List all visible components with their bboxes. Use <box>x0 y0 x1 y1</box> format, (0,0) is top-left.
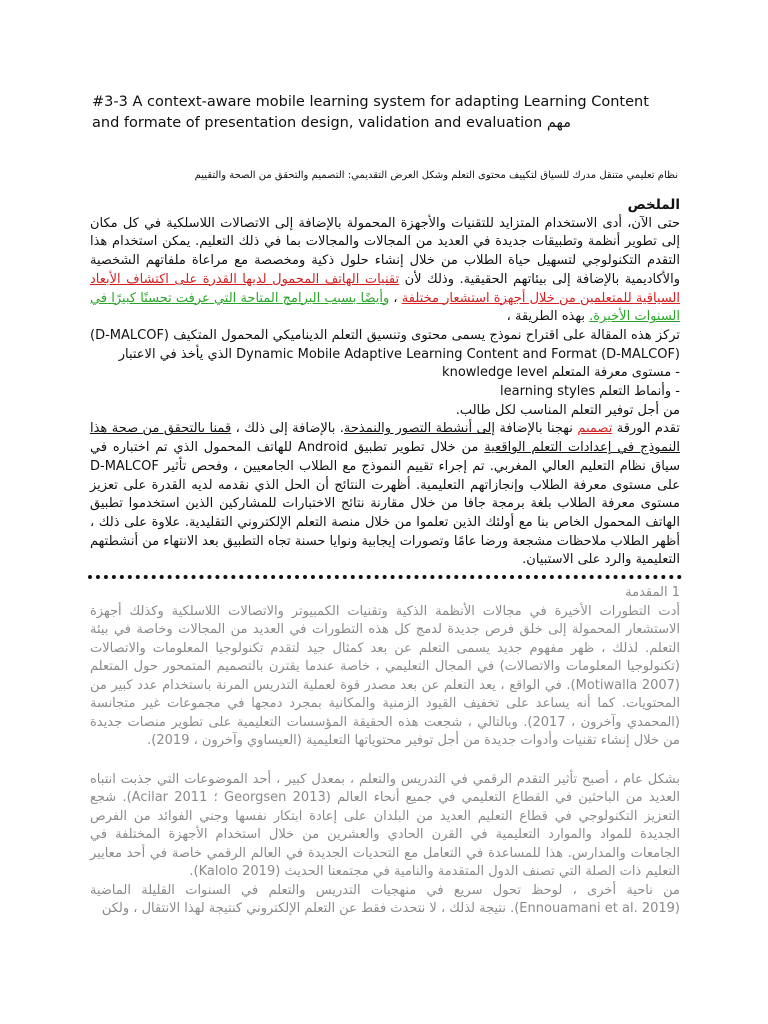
highlight-green-text: وأيضًا بسبب البرامج المتاحة التي عرفت تحسنًا كبيرًا في السنوات الأخيرة. <box>90 290 680 325</box>
document-title: #3-3 A context-aware mobile learning system for adapting Learning Content and formate of presentation design, validation and evaluation مهم <box>92 94 649 131</box>
list-item-knowledge-level: - مستوى معرفة المتعلم knowledge level <box>442 365 680 381</box>
p4-text-d: من خلال تطوير تطبيق Android للهاتف المحمول الذي تم اختباره في سياق نظام التعليم العالي المغربي. تم إجراء تقييم النموذج مع الطلاب الجامعيين ، وفحص تأثير D-MALCOF على مستوى معرفة الطلاب وإنجازاتهم التعليمية. أظهرت النتائج أن الحل الذي نقدمه لديه القدرة على تعزيز مستوى معرفة الطلاب بلغة برمجة جافا من خلال مقارنة نتائج الاختبارات للمشاركين الذين استخدموا تطبيق الهاتف المحمول الخاص بنا مع أولئك الذين تعلموا من خلال منصة التعلم الإلكتروني التقليدية. علاوة على ذلك ، أظهر الطلاب ملاحظات مشجعة ورضا عامًا وتصورات إيجابية ونوايا حسنة تجاه التطبيق بعد الانتهاء من أنشطتهم التعليمية والرد على الاستبيان. <box>90 440 680 568</box>
highlight-red-design: تصميم <box>577 421 613 437</box>
paragraph-gap <box>90 751 680 771</box>
intro-paragraph-2: بشكل عام ، أصبح تأثير التقدم الرقمي في التدريس والتعلم ، بمعدل كبير ، أحد الموضوعات التي جذبت انتباه العديد من الباحثين في القطاع التعليمي في جميع أنحاء العالم (Georgsen 2013 ؛ Acilar 2011). شجع التعزيز التكنولوجي في قطاع التعليم العديد من البلدان على إعادة ابتكار نفسها وجني الفوائد من الفرص الجديدة للمواد والموارد التعليمية في القرن الحادي والعشرين من خلال استخدام الأجهزة المختلفة في الجامعات والمدارس. هذا للمساعدة في التعامل مع التحديات الجديدة في العالم الرقمي خاصة في أحد معايير التعليم ذات الصلة التي تصنف الدول المتقدمة والنامية في مجتمعنا الحديث (Kalolo 2019). <box>90 771 680 879</box>
separator-text: ، <box>389 290 402 306</box>
abstract-section <box>90 196 680 570</box>
highlight-red-text: تقنيات الهاتف المحمول لديها القدرة على اكتشاف الأبعاد السياقية للمتعلمين من خلال أجهزة استشعار مختلفة <box>90 271 680 306</box>
abstract-p1-end: بهذه الطريقة ، <box>506 309 590 325</box>
abstract-p1-text: حتى الآن، أدى الاستخدام المتزايد للتقنيات والأجهزة المحمولة بالإضافة إلى الاتصالات اللاسلكية في كل مكان إلى تطوير أنظمة وتطبيقات جديدة في العديد من المجالات والمجالات بما في ذلك التعليم. يمكن استخدام هذا التقدم التكنولوجي لتسهيل حياة الطلاب من خلال إنشاء حلول ذكية ومخصصة مع مراعاة ملفاتهم الشخصية والأكاديمية بالإضافة إلى بيئاتهم الحقيقية. وذلك لأن <box>90 215 680 287</box>
underlined-text-2: قمنا بالتحقق من صحة هذا النموذج في إعدادات التعلم الواقعية <box>90 421 680 456</box>
p4-text-c: . بالإضافة إلى ذلك ، <box>231 421 344 437</box>
introduction-section <box>90 584 680 919</box>
intro-paragraph-3: من ناحية أخرى ، لوحظ تحول سريع في منهجيات التدريس والتعلم في السنوات القليلة الماضية (Ennouamani et al. 2019). نتيجة لذلك ، لا نتحدث فقط عن التعلم الإلكتروني كنتيجة لهذا الانتقال ، ولكن <box>90 882 680 916</box>
abstract-paragraph-4 <box>90 420 680 570</box>
dotted-divider <box>88 575 682 579</box>
arabic-subtitle: نظام تعليمي متنقل مدرك للسياق لتكييف محتوى التعلم وشكل العرض التقديمي: التصميم والتحقق من الصحة والتقييم <box>194 170 678 181</box>
abstract-paragraph-3: من أجل توفير التعلم المناسب لكل طالب. <box>455 402 680 418</box>
intro-paragraph-1: أدت التطورات الأخيرة في مجالات الأنظمة الذكية وتقنيات الكمبيوتر والاتصالات اللاسلكية وكذلك أجهزة الاستشعار المحمولة إلى خلق فرص جديدة لدمج كل هذه التطورات في العديد من المجالات وخاصة في بيئة التعلم. لذلك ، ظهر مفهوم جديد يسمى التعلم عن بعد كمثال جيد لتقدم تكنولوجيا المعلومات والاتصالات (تكنولوجيا المعلومات والاتصالات) في المجال التعليمي ، خاصة عندما يقترن بالتصميم المتمحور حول المتعلم (Motiwalla 2007). في الواقع ، يعد التعلم عن بعد مصدر قوة لعملية التدريس المرنة باستخدام عدد كبير من المحتويات. كما أنه يساعد على تخفيف القيود الزمنية والمكانية بمجرد دمجها في مجموعات غير متجانسة (المحمدي وآخرون ، 2017). وبالتالي ، شجعت هذه الحقيقة المؤسسات التعليمية على تطوير منصات جديدة من خلال إنشاء تقنيات وأدوات جديدة من أجل توفير محتوياتها التعليمية (العيساوي وآخرون ، 2019). <box>90 603 680 748</box>
abstract-paragraph-1 <box>90 215 680 327</box>
underlined-text-1: إلى أنشطة التصور والنمذجة <box>343 421 495 437</box>
p4-text-a: تقدم الورقة <box>612 421 680 437</box>
abstract-paragraph-2: تركز هذه المقالة على اقتراح نموذج يسمى محتوى وتنسيق التعلم الديناميكي المحمول المتكيف (D-MALCOF) Dynamic Mobile Adaptive Learning Content and Format (D-MALCOF) الذي يأخذ في الاعتبار <box>90 327 680 362</box>
intro-heading: 1 المقدمة <box>625 585 680 600</box>
abstract-heading: الملخص <box>627 197 680 213</box>
list-item-learning-styles: - وأنماط التعلم learning styles <box>500 384 680 400</box>
p4-text-b: نهجنا بالإضافة <box>494 421 578 437</box>
